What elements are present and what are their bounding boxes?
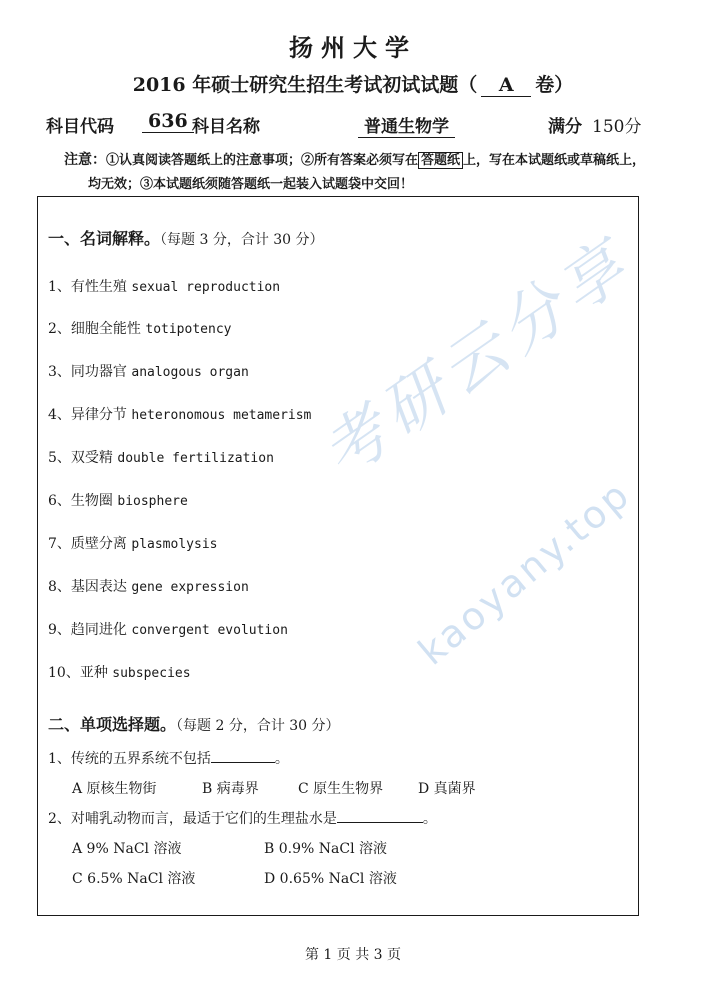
question-1	[48, 748, 289, 768]
code-label: 科目代码	[46, 117, 114, 137]
term-zh: 基因表达	[70, 579, 127, 595]
term-en: convergent evolution	[131, 623, 288, 638]
notice-label: 注意：	[64, 152, 106, 168]
term-item	[48, 490, 188, 510]
option-d: D 真菌界	[418, 781, 476, 797]
term-zh: 细胞全能性	[70, 321, 141, 337]
term-en: totipotency	[145, 322, 232, 337]
term-number: 2、	[48, 321, 71, 337]
question-stem: 2、对哺乳动物而言，最适于它们的生理盐水是	[48, 811, 337, 827]
term-number: 4、	[48, 407, 71, 423]
section1-scoring: （每题 3 分，合计 30 分）	[160, 232, 324, 248]
notice	[66, 148, 666, 197]
term-item	[48, 447, 274, 467]
question-stem: 1、传统的五界系统不包括	[48, 751, 211, 767]
term-en: sexual reproduction	[131, 280, 281, 295]
watermark-chinese: 考研云分享	[308, 225, 646, 493]
option-b: B 病毒界	[202, 781, 259, 797]
option-d: D 0.65% NaCl 溶液	[264, 871, 397, 887]
question-1-options	[72, 778, 632, 800]
option-a: A 原核生物街	[72, 781, 157, 797]
question-2	[48, 808, 437, 828]
term-en: double fertilization	[117, 451, 274, 466]
term-item	[48, 533, 217, 553]
term-en: biosphere	[117, 494, 188, 509]
term-number: 9、	[48, 622, 71, 638]
question-stem-end: 。	[274, 751, 289, 767]
answer-blank	[211, 762, 275, 763]
term-number: 3、	[48, 364, 71, 380]
term-item	[48, 662, 191, 682]
notice-line1-pre: ①认真阅读答题纸上的注意事项；②所有答案必须写在	[106, 153, 419, 168]
term-en: analogous organ	[131, 365, 249, 380]
term-zh: 有性生殖	[70, 279, 127, 295]
term-item	[48, 276, 280, 296]
term-zh: 质壁分离	[70, 536, 127, 552]
exam-title	[0, 70, 706, 97]
term-en: gene expression	[131, 580, 249, 595]
question-2-options	[72, 838, 632, 898]
notice-line2: 均无效；③本试题纸须随答题纸一起装入试题袋中交回！	[88, 177, 414, 192]
term-en: subspecies	[112, 666, 191, 681]
watermark-url: kaoyany.top	[410, 471, 640, 674]
notice-line1-post: 上，写在本试题纸或草稿纸上，	[463, 153, 646, 168]
option-b: B 0.9% NaCl 溶液	[264, 841, 387, 857]
paper-version: A	[481, 74, 531, 97]
term-item	[48, 361, 249, 381]
term-zh: 趋同进化	[70, 622, 127, 638]
section1-title: 一、名词解释。	[48, 229, 161, 248]
name-value: 普通生物学	[358, 112, 455, 138]
score-label: 满分	[548, 117, 582, 137]
term-item	[48, 619, 288, 639]
term-number: 5、	[48, 450, 71, 466]
term-zh: 同功器官	[70, 364, 127, 380]
answer-blank	[337, 822, 423, 823]
name-label: 科目名称	[192, 117, 260, 137]
term-number: 6、	[48, 493, 71, 509]
term-en: heteronomous metamerism	[131, 408, 312, 423]
score-value: 150分	[592, 117, 642, 137]
option-a: A 9% NaCl 溶液	[72, 841, 182, 857]
term-number: 1、	[48, 279, 71, 295]
term-zh: 亚种	[79, 665, 108, 681]
term-item	[48, 576, 249, 596]
term-item	[48, 318, 231, 338]
section2-title: 二、单项选择题。	[48, 715, 177, 734]
section1-heading	[48, 226, 324, 249]
exam-title-prefix: 2016 年硕士研究生招生考试初试试题（	[132, 74, 478, 96]
page-number: 第 1 页 共 3 页	[304, 947, 402, 963]
term-zh: 生物圈	[70, 493, 113, 509]
code-value: 636	[142, 110, 194, 133]
term-number: 8、	[48, 579, 71, 595]
term-en: plasmolysis	[131, 537, 218, 552]
term-zh: 双受精	[70, 450, 113, 466]
term-zh: 异律分节	[70, 407, 127, 423]
term-item	[48, 404, 311, 424]
option-c: C 原生生物界	[298, 781, 384, 797]
section2-heading	[48, 712, 340, 735]
term-number: 7、	[48, 536, 71, 552]
notice-boxed-word: 答题纸	[418, 152, 463, 169]
school-name: 扬州大学	[289, 33, 417, 62]
option-c: C 6.5% NaCl 溶液	[72, 871, 196, 887]
question-stem-end: 。	[422, 811, 437, 827]
exam-title-suffix: 卷）	[535, 74, 574, 96]
term-number: 10、	[48, 665, 80, 681]
section2-scoring: （每题 2 分，合计 30 分）	[176, 718, 340, 734]
